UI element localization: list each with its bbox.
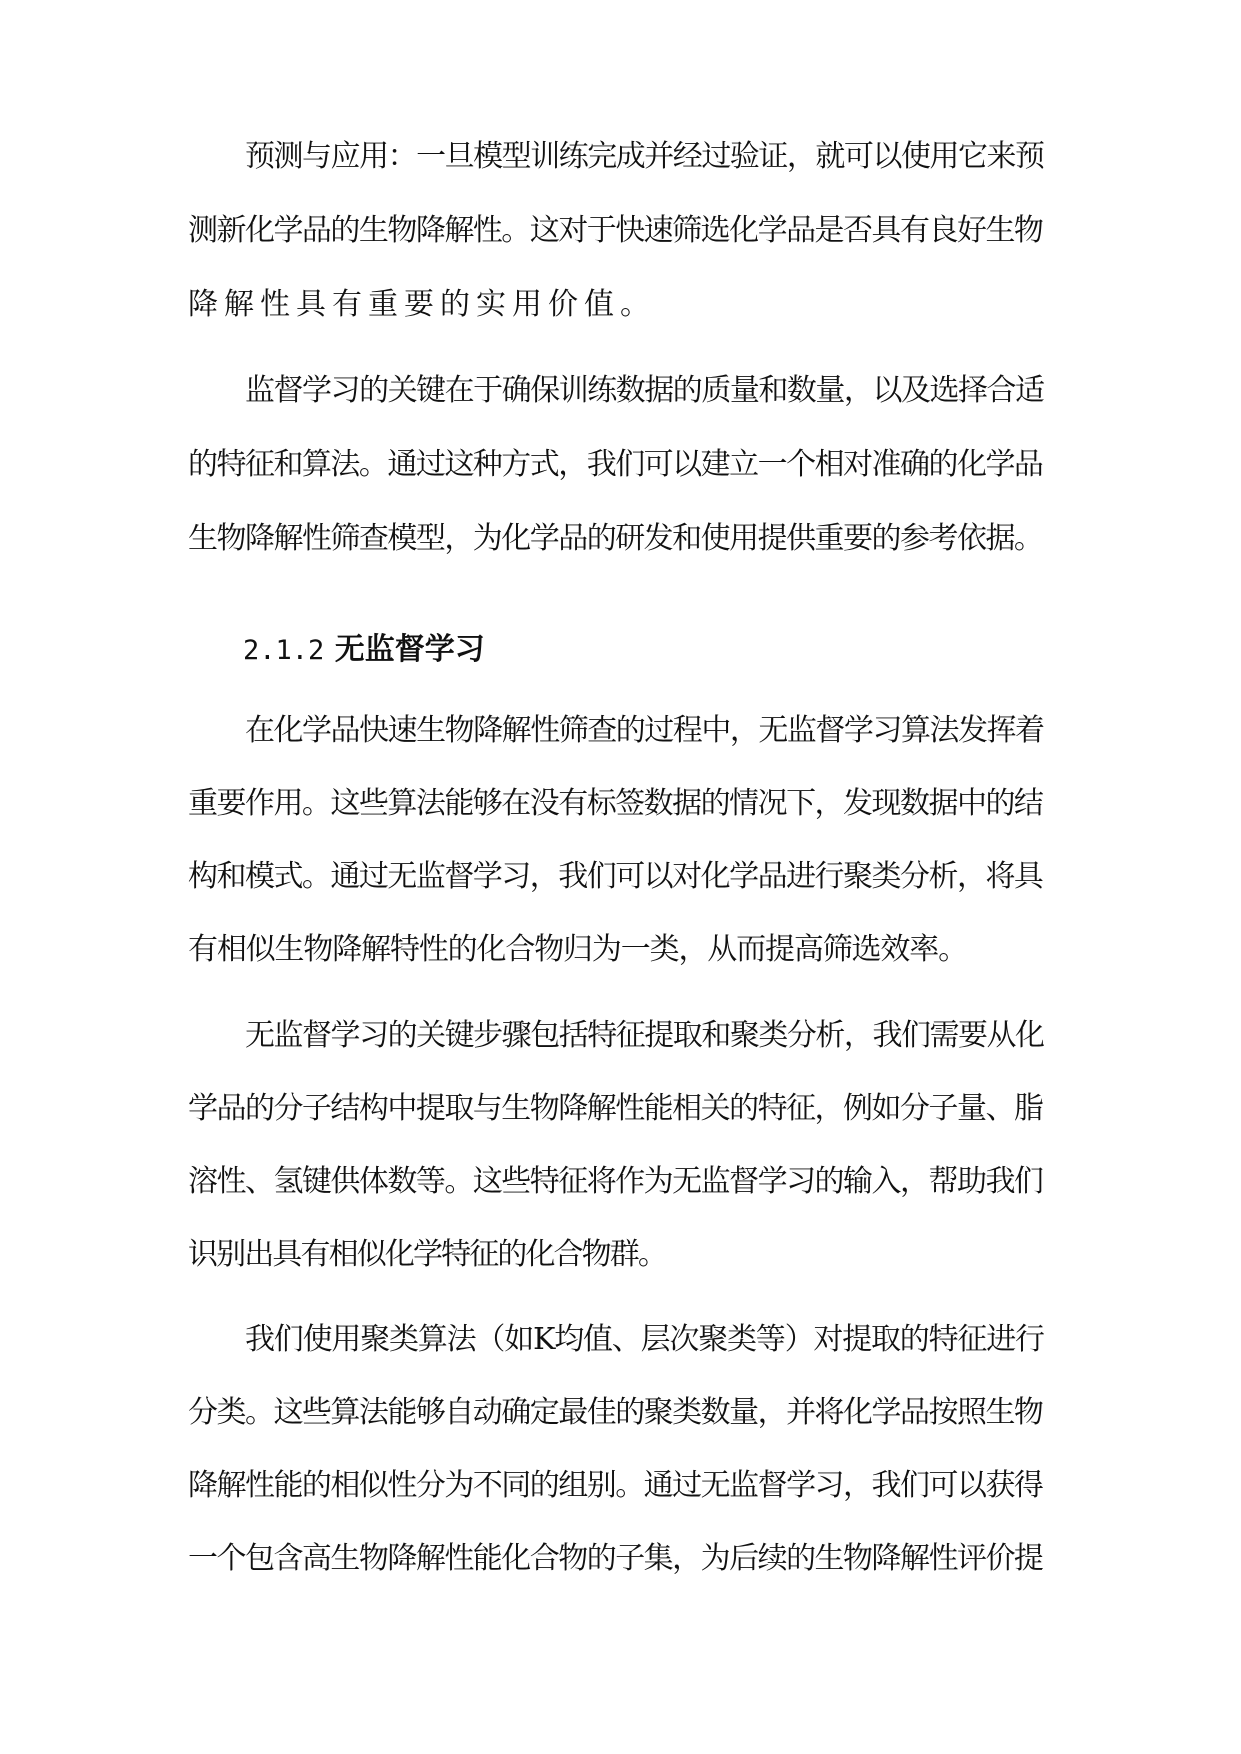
paragraph-4-line-1: 无监督学习的关键步骤包括特征提取和聚类分析，我们需要从化	[245, 1018, 1044, 1053]
section-title: 无监督学习	[334, 632, 485, 667]
paragraph-4-line-2: 学品的分子结构中提取与生物降解性能相关的特征，例如分子量、脂	[188, 1091, 1043, 1126]
paragraph-5-line-4: 一个包含高生物降解性能化合物的子集，为后续的生物降解性评价提	[188, 1541, 1043, 1576]
paragraph-3-line-4: 有相似生物降解特性的化合物归为一类，从而提高筛选效率。	[188, 932, 967, 967]
paragraph-1-line-3: 降解性具有重要的实用价值。	[188, 287, 656, 322]
paragraph-3-line-1: 在化学品快速生物降解性筛查的过程中，无监督学习算法发挥着	[245, 713, 1044, 748]
section-number: 2.1.2	[243, 635, 325, 666]
paragraph-5-line-2: 分类。这些算法能够自动确定最佳的聚类数量，并将化学品按照生物	[188, 1395, 1043, 1430]
paragraph-3-line-3: 构和模式。通过无监督学习，我们可以对化学品进行聚类分析，将具	[188, 859, 1043, 894]
paragraph-3-line-2: 重要作用。这些算法能够在没有标签数据的情况下，发现数据中的结	[188, 786, 1043, 821]
paragraph-2-line-2: 的特征和算法。通过这种方式，我们可以建立一个相对准确的化学品	[188, 447, 1043, 482]
paragraph-1-line-1: 预测与应用：一旦模型训练完成并经过验证，就可以使用它来预	[245, 139, 1044, 174]
paragraph-2-line-3: 生物降解性筛查模型，为化学品的研发和使用提供重要的参考依据。	[188, 521, 1043, 556]
section-heading	[243, 630, 485, 671]
paragraph-4-line-3: 溶性、氢键供体数等。这些特征将作为无监督学习的输入，帮助我们	[188, 1164, 1043, 1199]
paragraph-4-line-4: 识别出具有相似化学特征的化合物群。	[188, 1237, 667, 1272]
paragraph-5-line-1: 我们使用聚类算法（如K均值、层次聚类等）对提取的特征进行	[245, 1322, 1044, 1357]
paragraph-1-line-2: 测新化学品的生物降解性。这对于快速筛选化学品是否具有良好生物	[188, 213, 1043, 248]
paragraph-2-line-1: 监督学习的关键在于确保训练数据的质量和数量，以及选择合适	[245, 373, 1044, 408]
paragraph-5-line-3: 降解性能的相似性分为不同的组别。通过无监督学习，我们可以获得	[188, 1468, 1043, 1503]
